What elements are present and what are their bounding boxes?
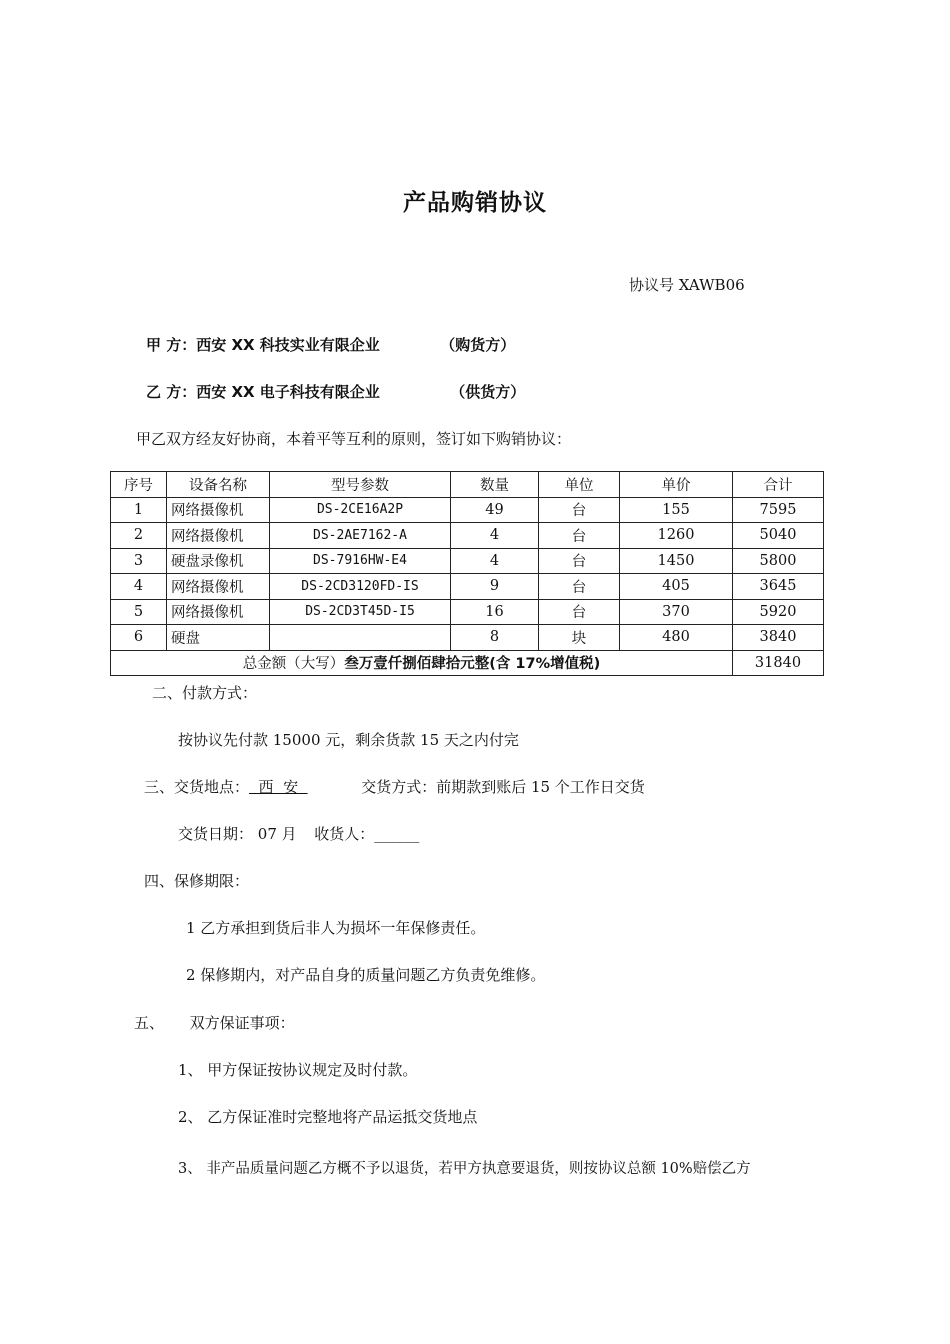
table-row [111, 574, 824, 600]
header-cell: 合计 [733, 472, 824, 498]
warranty-item: 1 乙方承担到货后非人为损坏一年保修责任。 [186, 919, 486, 937]
cell-device: 硬盘 [167, 625, 270, 651]
delivery-date-label: 交货日期： [178, 825, 254, 843]
party-b-role: （供货方） [450, 383, 526, 401]
cell-device: 网络摄像机 [167, 497, 270, 523]
cell-subtotal: 7595 [733, 497, 824, 523]
table-row [111, 548, 824, 574]
header-cell: 型号参数 [270, 472, 451, 498]
cell-device: 网络摄像机 [167, 574, 270, 600]
cell-model: DS-2CD3120FD-IS [270, 574, 451, 600]
table-row [111, 497, 824, 523]
cell-index: 1 [111, 497, 167, 523]
cell-subtotal: 3645 [733, 574, 824, 600]
guarantee-item: 1、 甲方保证按协议规定及时付款。 [178, 1061, 418, 1079]
cell-index: 5 [111, 599, 167, 625]
delivery-place-label: 三、交货地点： [144, 778, 250, 796]
cell-price: 405 [620, 574, 733, 600]
header-cell: 单价 [620, 472, 733, 498]
cell-subtotal: 5800 [733, 548, 824, 574]
cell-index: 6 [111, 625, 167, 651]
cell-price: 480 [620, 625, 733, 651]
cell-price: 370 [620, 599, 733, 625]
cell-device: 硬盘录像机 [167, 548, 270, 574]
table-row [111, 599, 824, 625]
cell-subtotal: 5920 [733, 599, 824, 625]
header-cell: 设备名称 [167, 472, 270, 498]
cell-price: 155 [620, 497, 733, 523]
payment-text: 按协议先付款 15000 元，剩余货款 15 天之内付完 [178, 731, 519, 749]
cell-unit: 台 [539, 548, 620, 574]
cell-price: 1450 [620, 548, 733, 574]
header-cell: 数量 [451, 472, 539, 498]
cell-subtotal: 3840 [733, 625, 824, 651]
party-b-name: 西安 XX 电子科技有限企业 [196, 383, 380, 401]
receiver-label: 收货人： [314, 825, 375, 843]
cell-model: DS-2CD3T45D-I5 [270, 599, 451, 625]
guarantee-heading: 双方保证事项： [189, 1014, 295, 1032]
delivery-date-line [178, 823, 419, 844]
cell-index: 4 [111, 574, 167, 600]
goods-table [110, 471, 824, 676]
delivery-place-value: 西 安 [249, 778, 308, 796]
cell-device: 网络摄像机 [167, 599, 270, 625]
warranty-heading: 四、保修期限： [144, 872, 250, 890]
guarantee-item: 2、 乙方保证准时完整地将产品运抵交货地点 [178, 1108, 478, 1126]
cell-model: DS-2CE16A2P [270, 497, 451, 523]
header-cell: 单位 [539, 472, 620, 498]
cell-qty: 49 [451, 497, 539, 523]
delivery-method: 交货方式：前期款到账后 15 个工作日交货 [361, 778, 645, 796]
table-row [111, 523, 824, 549]
cell-model [270, 625, 451, 651]
total-amount-words [111, 650, 733, 676]
cell-qty: 9 [451, 574, 539, 600]
guarantee-number: 五、 [134, 1014, 165, 1032]
party-a-line [146, 334, 515, 355]
cell-model: DS-7916HW-E4 [270, 548, 451, 574]
table-total-row [111, 650, 824, 676]
cell-unit: 台 [539, 523, 620, 549]
total-value: 31840 [733, 650, 824, 676]
total-label: 总金额（大写） [242, 656, 345, 673]
document-title: 产品购销协议 [403, 190, 547, 216]
cell-price: 1260 [620, 523, 733, 549]
cell-subtotal: 5040 [733, 523, 824, 549]
payment-heading: 二、付款方式： [152, 684, 258, 702]
cell-index: 2 [111, 523, 167, 549]
agreement-number: 协议号 XAWB06 [629, 276, 745, 294]
cell-unit: 台 [539, 599, 620, 625]
delivery-place-line [144, 776, 645, 797]
table-header-row [111, 472, 824, 498]
cell-unit: 台 [539, 497, 620, 523]
table-row [111, 625, 824, 651]
warranty-item: 2 保修期内，对产品自身的质量问题乙方负责免维修。 [186, 966, 546, 984]
party-a-name: 西安 XX 科技实业有限企业 [196, 336, 380, 354]
party-a-label: 甲 方： [146, 336, 197, 354]
cell-qty: 16 [451, 599, 539, 625]
cell-unit: 块 [539, 625, 620, 651]
cell-qty: 8 [451, 625, 539, 651]
cell-model: DS-2AE7162-A [270, 523, 451, 549]
delivery-date-value: 07 月 [257, 825, 297, 843]
cell-unit: 台 [539, 574, 620, 600]
cell-device: 网络摄像机 [167, 523, 270, 549]
cell-index: 3 [111, 548, 167, 574]
receiver-value: ______ [374, 825, 420, 843]
guarantee-item: 3、 非产品质量问题乙方概不予以退货，若甲方执意要退货，则按协议总额 10%赔偿乙方 [178, 1161, 751, 1177]
party-b-line [146, 381, 525, 402]
intro-paragraph: 甲乙双方经友好协商，本着平等互利的原则，签订如下购销协议： [136, 430, 572, 448]
total-words: 叁万壹仟捌佰肆拾元整(含 17%增值税) [344, 656, 601, 673]
party-a-role: （购货方） [440, 336, 516, 354]
cell-qty: 4 [451, 523, 539, 549]
party-b-label: 乙 方： [146, 383, 197, 401]
cell-qty: 4 [451, 548, 539, 574]
header-cell: 序号 [111, 472, 167, 498]
guarantee-heading-line [134, 1012, 295, 1033]
